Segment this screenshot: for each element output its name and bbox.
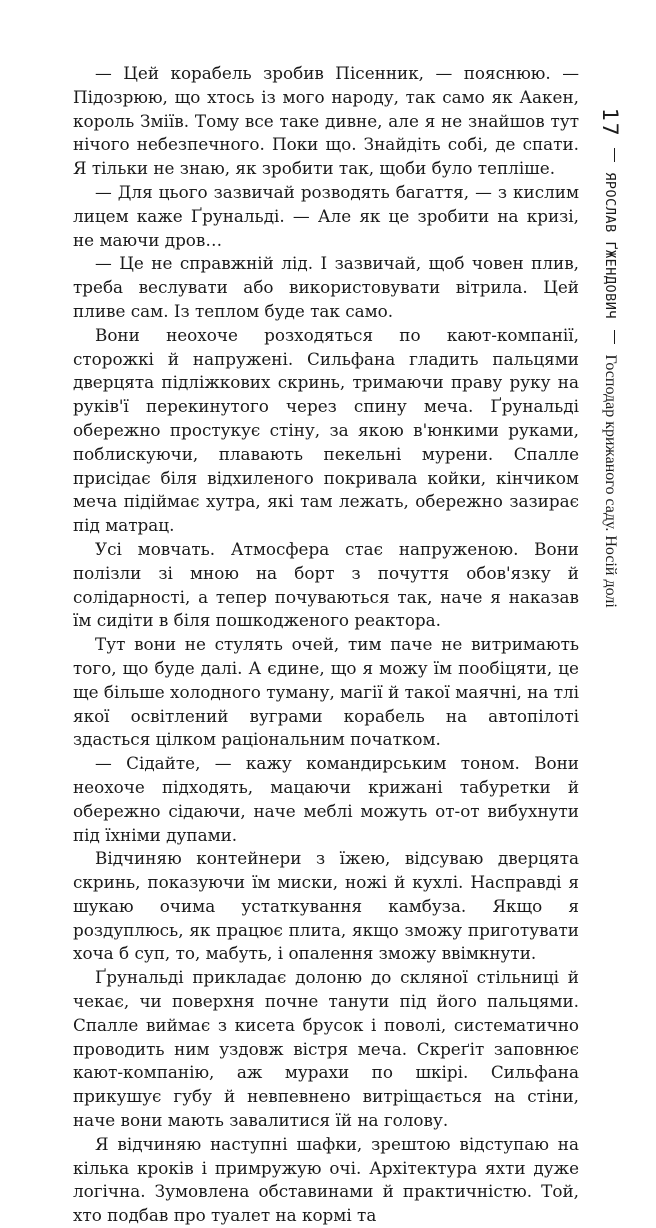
running-head-divider	[614, 148, 615, 162]
body-text	[73, 62, 579, 1228]
paragraph: Усі мовчать. Атмосфера стає напруженою. Вони полізли зі мною на борт з почуття обов'язку й солідарності, а тепер почуваються так, наче я наказав їм сидіти в біля пошкодженого реактора.	[73, 538, 579, 631]
paragraph: Відчиняю контейнери з їжею, відсуваю дверцята скринь, показуючи їм миски, ножі й кухлі. Насправді я шукаю очима устаткування камбуза. Якщо я роздуплюсь, як працює плита, якщо зможу приготувати хоча б суп, то, мабуть, і опалення зможу ввімкнути.	[73, 848, 579, 964]
paragraph: Вони неохоче розходяться по кают-компанії, сторожкі й напружені. Сильфана гладить пальцями дверцята підліжкових скринь, тримаючи праву руку на руків'ї перекинутого через спину меча. Ґрунальді обережно простукує стіну, за якою в'юнкими руками, поблискуючи, плавають пекельні мурени. Спалле присідає біля відхиленого покривала койки, кінчиком меча підіймає хутра, які там лежать, обережно зазирає під матрац.	[73, 324, 579, 536]
paragraph: Я відчиняю наступні шафки, зрештою відступаю на кілька кроків і примружую очі. Архітектура яхти дуже логічна. Зумовлена обставинами й практичністю. Той, хто подбав про туалет на кормі та	[73, 1133, 579, 1226]
running-head	[598, 108, 622, 608]
paragraph: — Для цього зазвичай розводять багаття, — з кислим лицем каже Ґрунальді. — Але як це зробити на кризі, не маючи дров…	[73, 181, 579, 250]
running-head-author: ЯРОСЛАВ ҐЖЕНДОВИЧ	[602, 172, 618, 319]
running-head-divider	[614, 330, 615, 344]
running-head-title: Господар крижаного саду. Носій долі	[602, 354, 619, 608]
page-number: 17	[598, 108, 622, 137]
paragraph: — Це не справжній лід. І зазвичай, щоб човен плив, треба веслувати або використовувати вітрила. Цей пливе сам. Із теплом буде так само.	[73, 253, 579, 321]
paragraph: — Сідайте, — кажу командирським тоном. Вони неохоче підходять, мацаючи крижані табуретки й обережно сідаючи, наче меблі можуть от-от вибухнути під їхніми дупами.	[73, 753, 579, 845]
paragraph: — Цей корабель зробив Пісенник, — пояснюю. — Підозрюю, що хтось із мого народу, так само як Аакен, король Зміїв. Тому все таке дивне, але я не знайшов тут нічого небезпечного. Поки що. Знайдіть собі, де спати. Я тільки не знаю, як зробити так, щоби було тепліше.	[73, 63, 579, 179]
paragraph: Ґрунальді прикладає долоню до скляної стільниці й чекає, чи поверхня почне танути під його пальцями. Спалле виймає з кисета брусок і поволі, систематично проводить ним уздовж вістря меча. Скреґіт заповнює кают-компанію, аж мурахи по шкірі. Сильфана прикушує губу й невпевнено витріщається на стіни, наче вони мають завалитися їй на голову.	[73, 967, 579, 1131]
paragraph: Тут вони не стулять очей, тим паче не витримають того, що буде далі. А єдине, що я можу їм пообіцяти, це ще більше холодного туману, магії й такої маячні, на тлі якої освітлений вуграми корабель на автопілоті здасться цілком раціональним початком.	[73, 634, 579, 750]
